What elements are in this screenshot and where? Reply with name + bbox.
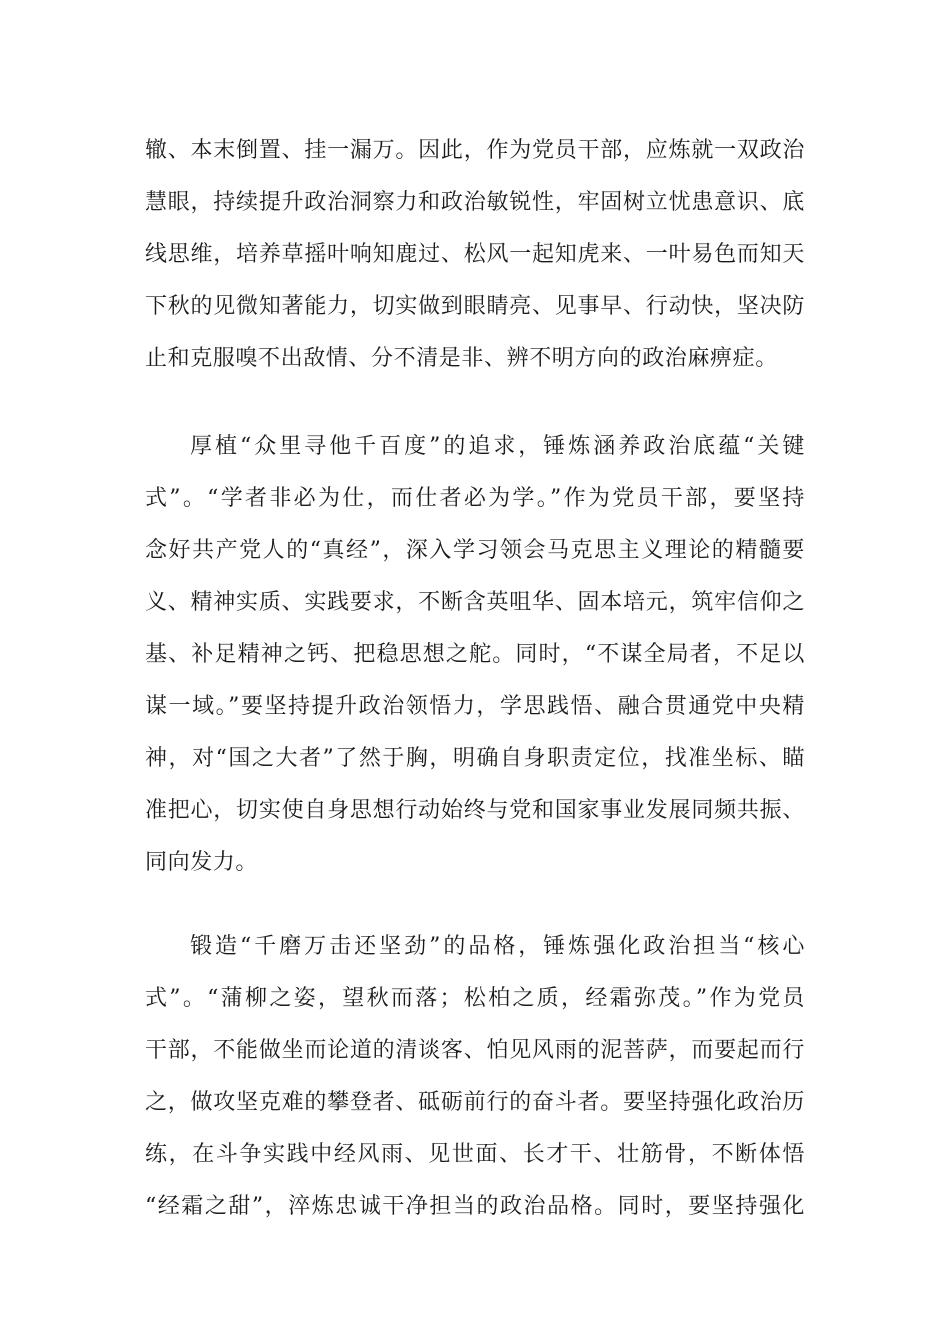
paragraph-line: 慧眼，持续提升政治洞察力和政治敏锐性，牢固树立忧患意识、底: [145, 190, 805, 215]
paragraph-line: 基、补足精神之钙、把稳思想之舵。同时，“不谋全局者，不足以: [145, 642, 805, 667]
paragraph-line: 式”。“学者非必为仕，而仕者必为学。”作为党员干部，要坚持: [145, 486, 805, 511]
paragraph-line: 之，做攻坚克难的攀登者、砥砺前行的奋斗者。要坚持强化政治历: [145, 1090, 805, 1115]
paragraph-3: [145, 921, 805, 1233]
paragraph-line: 准把心，切实使自身思想行动始终与党和国家事业发展同频共振、: [145, 798, 805, 823]
paragraph-line: 义、精神实质、实践要求，不断含英咀华、固本培元，筑牢信仰之: [145, 590, 805, 615]
paragraph-line: 辙、本末倒置、挂一漏万。因此，作为党员干部，应炼就一双政治: [145, 138, 805, 163]
paragraph-line: 谋一域。”要坚持提升政治领悟力，学思践悟、融合贯通党中央精: [145, 694, 805, 719]
paragraph-line: 神，对“国之大者”了然于胸，明确自身职责定位，找准坐标、瞄: [145, 746, 805, 771]
paragraph-line: 念好共产党人的“真经”，深入学习领会马克思主义理论的精髓要: [145, 538, 805, 563]
paragraph-1: [145, 125, 805, 385]
paragraph-line: 干部，不能做坐而论道的清谈客、怕见风雨的泥菩萨，而要起而行: [145, 1038, 805, 1063]
paragraph-line: 同向发力。: [145, 850, 259, 875]
paragraph-line: 线思维，培养草摇叶响知鹿过、松风一起知虎来、一叶易色而知天: [145, 242, 805, 267]
paragraph-line: 锻造“千磨万击还坚劲”的品格，锤炼强化政治担当“核心: [190, 934, 805, 959]
paragraph-line: 下秋的见微知著能力，切实做到眼睛亮、见事早、行动快，坚决防: [145, 294, 805, 319]
paragraph-line: 止和克服嗅不出敌情、分不清是非、辨不明方向的政治麻痹症。: [145, 346, 778, 371]
paragraph-line: “经霜之甜”，淬炼忠诚干净担当的政治品格。同时，要坚持强化: [145, 1194, 805, 1219]
paragraph-line: 厚植“众里寻他千百度”的追求，锤炼涵养政治底蕴“关键: [190, 434, 805, 459]
paragraph-2: [145, 421, 805, 889]
paragraph-line: 式”。“蒲柳之姿，望秋而落；松柏之质，经霜弥茂。”作为党员: [145, 986, 805, 1011]
paragraph-line: 练，在斗争实践中经风雨、见世面、长才干、壮筋骨，不断体悟: [145, 1142, 805, 1167]
